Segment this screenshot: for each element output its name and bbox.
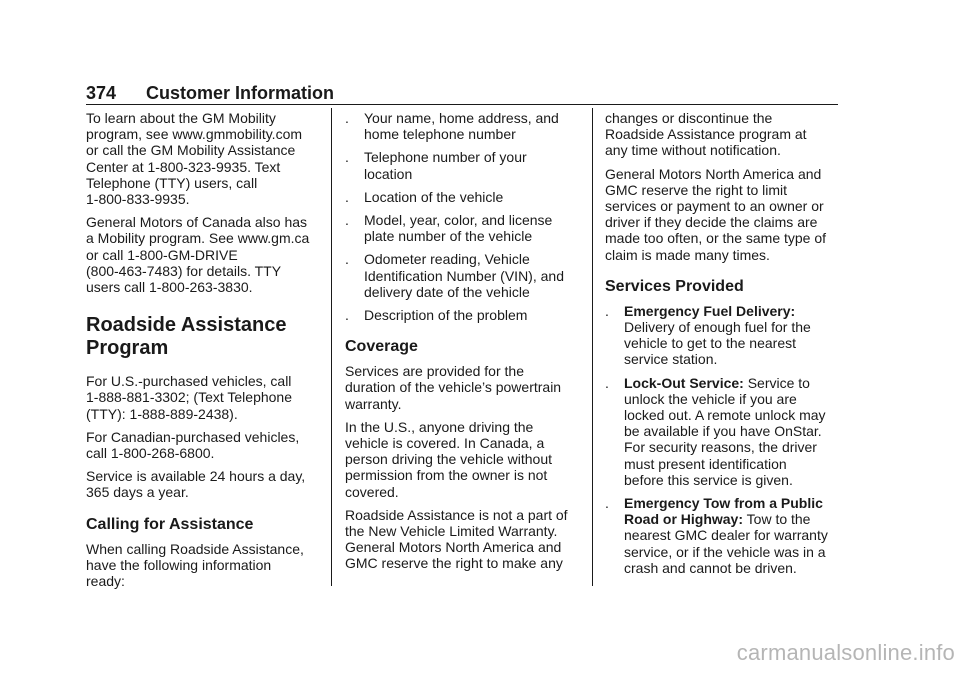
page-header bbox=[86, 82, 838, 104]
section-title: Customer Information bbox=[146, 83, 335, 103]
bullet-icon: . bbox=[605, 374, 609, 391]
availability-paragraph: Service is available 24 hours a day, 365 days a year. bbox=[86, 468, 306, 501]
list-item: . Odometer reading, Vehicle Identification Number (VIN), and delivery date of the vehicle bbox=[345, 251, 564, 300]
column-3 bbox=[605, 110, 845, 583]
list-item: . Your name, home address, and home telephone number bbox=[345, 110, 559, 143]
list-item: . Emergency Fuel Delivery: Delivery of enough fuel for the vehicle to get to the nearest service station. bbox=[605, 302, 811, 368]
bullet-icon: . bbox=[605, 302, 609, 319]
mobility-paragraph: To learn about the GM Mobility program, see www.gmmobility.com or call the GM Mobility Assistance Center at 1-800-323-9935. Text Telephone (TTY) users, call 1-800-833-9935. bbox=[86, 110, 303, 208]
bullet-icon: . bbox=[605, 495, 609, 512]
watermark: carmanualsonline.info bbox=[736, 640, 955, 665]
information-list bbox=[345, 110, 580, 323]
list-item: . Telephone number of your location bbox=[345, 149, 527, 182]
coverage-paragraph-1: Services are provided for the duration of the vehicle’s powertrain warranty. bbox=[345, 363, 562, 412]
services-provided-heading: Services Provided bbox=[605, 277, 744, 295]
coverage-heading: Coverage bbox=[345, 338, 418, 356]
service-label: Lock-Out Service: bbox=[624, 374, 744, 391]
bullet-icon: . bbox=[345, 188, 349, 205]
calling-paragraph: When calling Roadside Assistance, have the following information ready: bbox=[86, 540, 304, 590]
calling-for-assistance-heading: Calling for Assistance bbox=[86, 515, 254, 533]
column-2 bbox=[345, 110, 580, 579]
bullet-icon: . bbox=[345, 307, 349, 324]
service-label: Emergency Tow from a Public bbox=[624, 495, 823, 512]
service-label: Emergency Fuel Delivery: bbox=[624, 302, 796, 319]
service-label: Road or Highway: bbox=[624, 511, 744, 528]
list-item: . Emergency Tow from a Public Road or Highway: Tow to the nearest GMC dealer for warranty service, or if the vehicle was in a crash and cannot be driven. bbox=[605, 495, 828, 576]
us-phone-paragraph: For U.S.-purchased vehicles, call 1-888-881-3302; (Text Telephone (TTY): 1-888-889-2438). bbox=[86, 373, 293, 422]
column-1 bbox=[86, 110, 318, 596]
bullet-icon: . bbox=[345, 251, 349, 268]
column-divider-1 bbox=[331, 108, 332, 586]
limit-services-paragraph: General Motors North America and GMC reserve the right to limit services or payment to an owner or driver if they decide the claims are made too often, or the same type of claim is made many times. bbox=[605, 165, 827, 263]
bullet-icon: . bbox=[345, 212, 349, 229]
canada-mobility-paragraph: General Motors of Canada also has a Mobility program. See www.gm.ca or call 1-800-GM-DRIVE (800-463-7483) for details. TTY users call 1-800-263-3830. bbox=[86, 214, 310, 296]
list-item: . Model, year, color, and license plate number of the vehicle bbox=[345, 212, 553, 245]
list-item: . Description of the problem bbox=[345, 307, 528, 324]
bullet-icon: . bbox=[345, 149, 349, 166]
program-changes-paragraph: changes or discontinue the Roadside Assistance program at any time without notification. bbox=[605, 110, 807, 159]
bullet-icon: . bbox=[345, 110, 349, 126]
list-item: . Lock-Out Service: Service to unlock the vehicle if you are locked out. A remote unlock may be available if you have OnStar. For security reasons, the driver must present identification before this service is given. bbox=[605, 374, 826, 488]
services-list bbox=[605, 303, 845, 576]
column-divider-2 bbox=[592, 108, 593, 586]
page-number: 374 bbox=[86, 83, 117, 103]
coverage-paragraph-3: Roadside Assistance is not a part of the New Vehicle Limited Warranty. General Motors North America and GMC reserve the right to make any bbox=[345, 506, 568, 572]
canada-phone-paragraph: For Canadian-purchased vehicles, call 1-800-268-6800. bbox=[86, 428, 300, 462]
header-rule bbox=[86, 104, 838, 105]
coverage-paragraph-2: In the U.S., anyone driving the vehicle is covered. In Canada, a person driving the vehicle without permission from the owner is not covered. bbox=[345, 418, 553, 500]
roadside-assistance-heading: Roadside Assistance Program bbox=[86, 314, 287, 360]
list-item: . Location of the vehicle bbox=[345, 188, 504, 205]
